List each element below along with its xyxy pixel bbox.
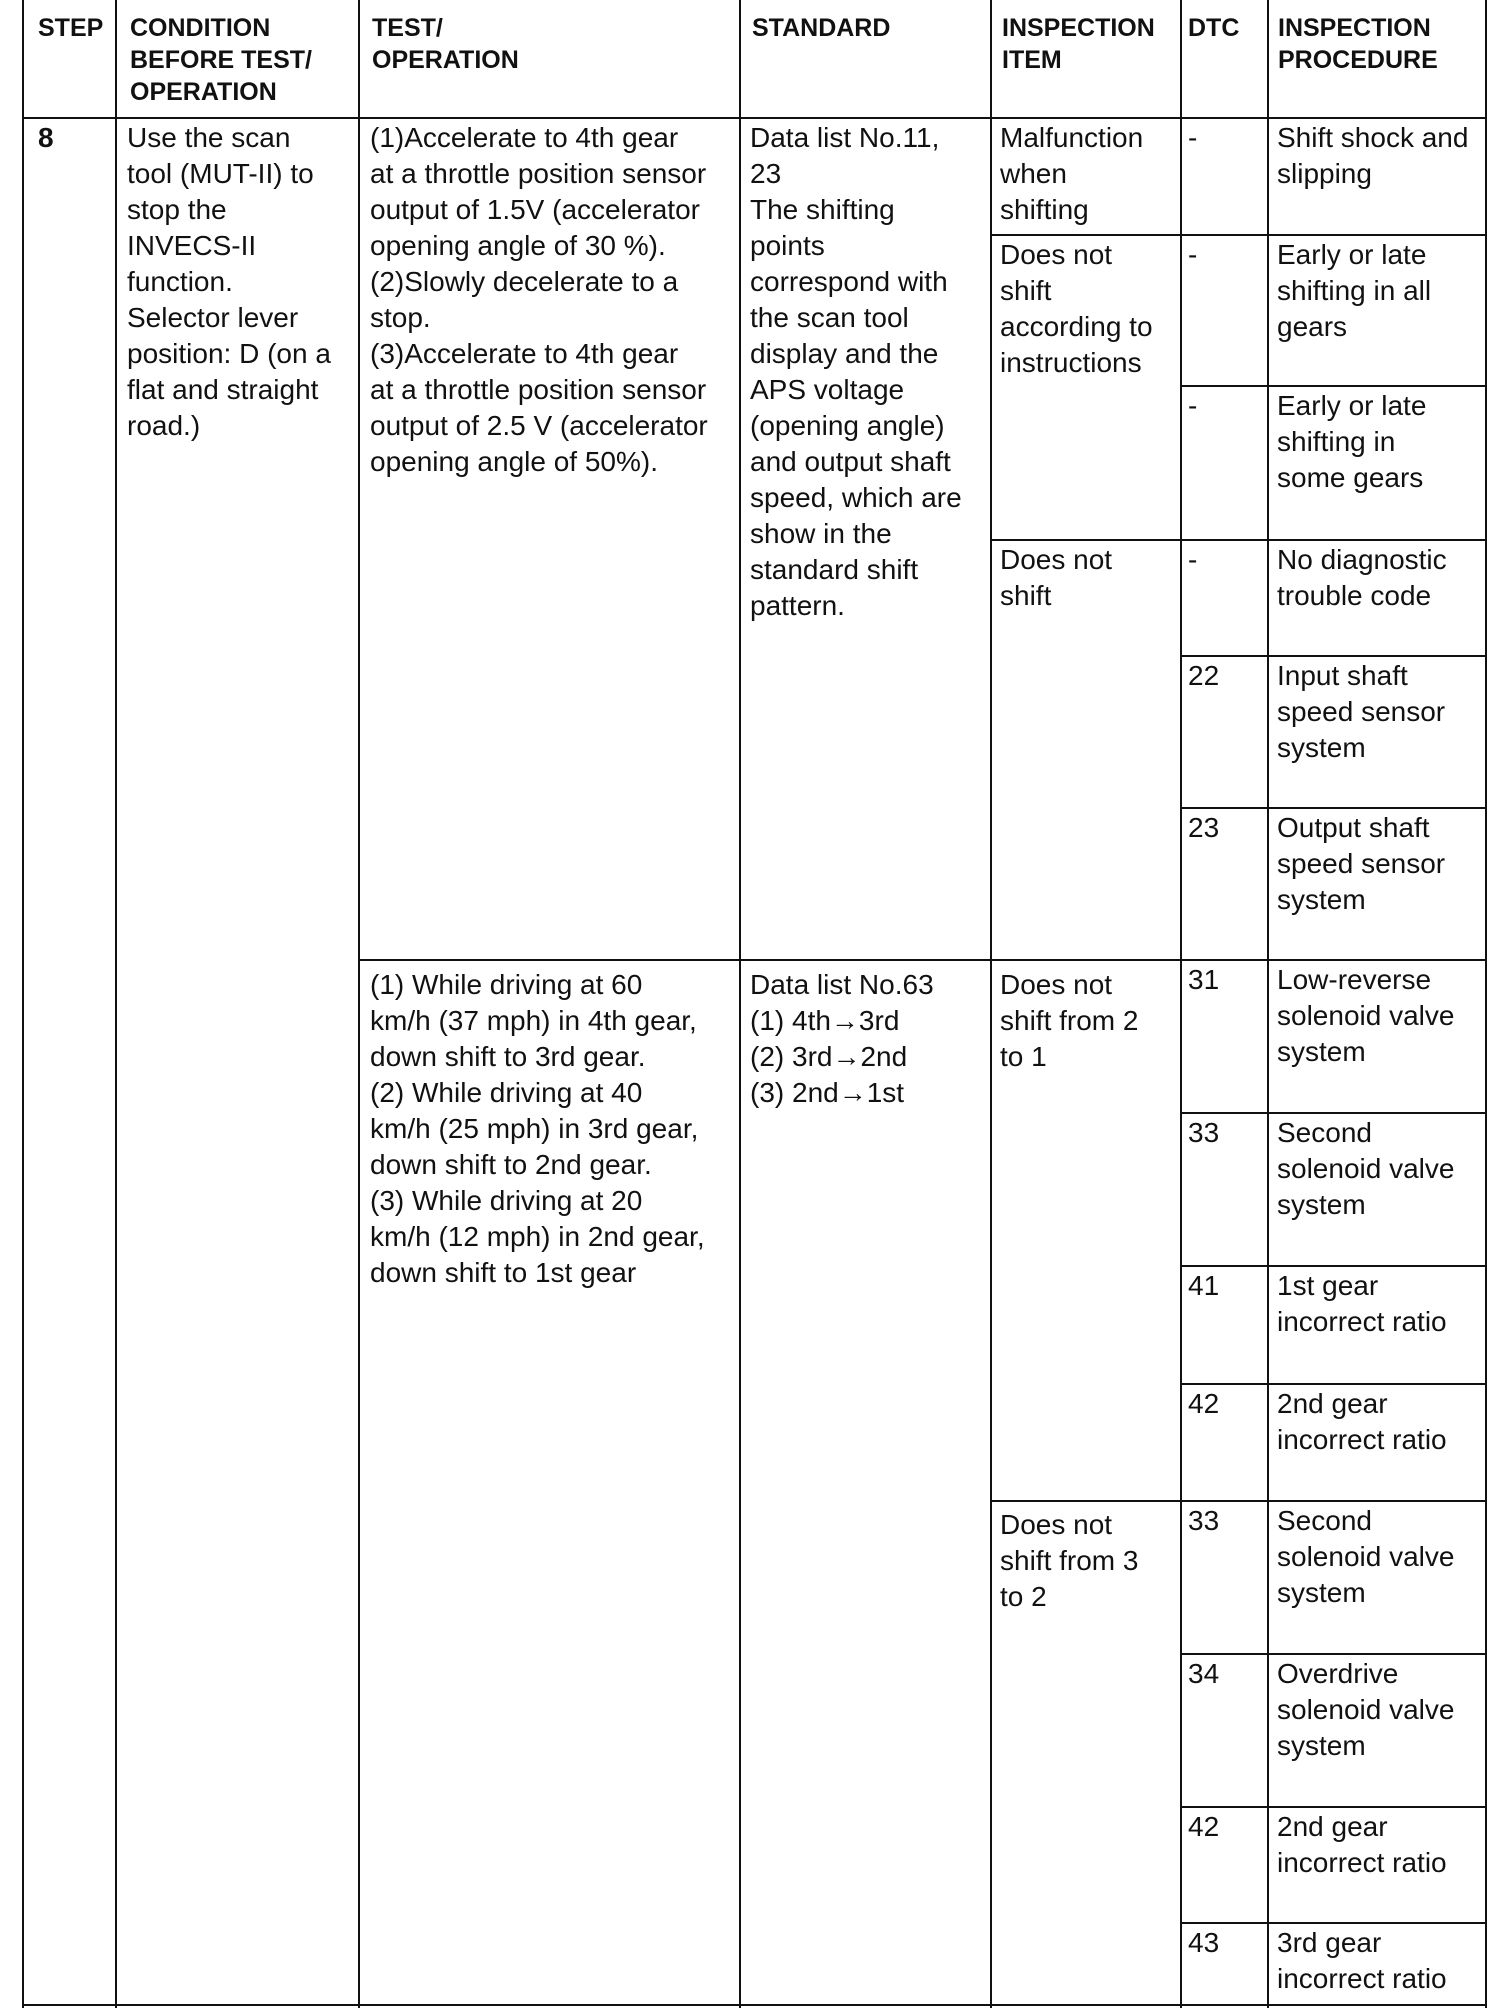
- procedure-text: Input shaft speed sensor system: [1277, 660, 1446, 763]
- dtc-code: 41: [1188, 1270, 1220, 1301]
- inspection-item: Does not shift according to instructions: [1000, 239, 1153, 378]
- dtc-code: 42: [1188, 1388, 1220, 1419]
- header-divider: [22, 117, 1487, 119]
- test-divider: [358, 959, 990, 961]
- procedure-text: 1st gear incorrect ratio: [1277, 1270, 1447, 1337]
- condition-text: Use the scan tool (MUT-II) to stop the INVECS-II function. Selector lever position: D (on a flat and straight road.): [127, 122, 331, 441]
- row-divider: [1180, 1112, 1487, 1114]
- procedure-text: Shift shock and slipping: [1277, 122, 1469, 189]
- header-test: TEST/ OPERATION: [372, 14, 519, 74]
- dtc-code: -: [1188, 544, 1198, 575]
- table-border-right: [1485, 0, 1487, 2008]
- inspection-item: Malfunction when shifting: [1000, 122, 1144, 225]
- inspection-item: Does not shift from 3 to 2: [1000, 1509, 1139, 1612]
- col-divider-dtc: [1267, 0, 1269, 2008]
- step-number: 8: [38, 122, 54, 153]
- procedure-text: 2nd gear incorrect ratio: [1277, 1811, 1447, 1878]
- inspection-item: Does not shift: [1000, 544, 1113, 611]
- procedure-text: Early or late shifting in all gears: [1277, 239, 1432, 342]
- dtc-code: 31: [1188, 964, 1220, 995]
- procedure-text: Second solenoid valve system: [1277, 1505, 1455, 1608]
- dtc-code: 33: [1188, 1505, 1220, 1536]
- item-divider-3: [990, 959, 1487, 961]
- item-divider-4: [990, 1500, 1487, 1502]
- dtc-code: 33: [1188, 1117, 1220, 1148]
- standard-2: Data list No.63 (1) 4th→3rd (2) 3rd→2nd (3) 2nd→1st: [750, 969, 934, 1108]
- header-inspection-item: INSPECTION ITEM: [1002, 14, 1155, 74]
- procedure-text: Overdrive solenoid valve system: [1277, 1658, 1455, 1761]
- table-border-bottom: [22, 2004, 1487, 2006]
- item-divider-2: [990, 539, 1487, 541]
- col-divider-test: [739, 0, 741, 2008]
- dtc-code: -: [1188, 239, 1198, 270]
- procedure-text: No diagnostic trouble code: [1277, 544, 1447, 611]
- row-divider: [1180, 655, 1487, 657]
- procedure-text: 2nd gear incorrect ratio: [1277, 1388, 1447, 1455]
- procedure-text: 3rd gear incorrect ratio: [1277, 1927, 1447, 1994]
- standard-1: Data list No.11, 23 The shifting points correspond with the scan tool display and the APS voltage (opening angle) and output shaft speed, which are show in the standard shift pattern.: [750, 122, 962, 621]
- header-standard: STANDARD: [752, 14, 891, 42]
- row-divider: [1180, 385, 1487, 387]
- test-operation-2: (1) While driving at 60 km/h (37 mph) in 4th gear, down shift to 3rd gear. (2) While driving at 40 km/h (25 mph) in 3rd gear, down shift to 2nd gear. (3) While driving at 20 km/h (12 mph) in 2nd gear, down shift to 1st gear: [370, 969, 705, 1288]
- dtc-code: 34: [1188, 1658, 1220, 1689]
- procedure-text: Second solenoid valve system: [1277, 1117, 1455, 1220]
- header-step: STEP: [38, 14, 104, 42]
- row-divider: [1180, 807, 1487, 809]
- col-divider-item: [1180, 0, 1182, 2008]
- dtc-code: 43: [1188, 1927, 1220, 1958]
- row-divider: [1180, 1383, 1487, 1385]
- header-dtc: DTC: [1188, 14, 1240, 42]
- row-divider: [1180, 1806, 1487, 1808]
- test-operation-1: (1)Accelerate to 4th gear at a throttle position sensor output of 1.5V (accelerator opening angle of 30 %). (2)Slowly decelerate to a stop. (3)Accelerate to 4th gear at a throttle position sensor output of 2.5 V (accelerator opening angle of 50%).: [370, 122, 708, 477]
- row-divider: [1180, 1922, 1487, 1924]
- table-border-left: [22, 0, 24, 2008]
- procedure-text: Early or late shifting in some gears: [1277, 390, 1427, 493]
- dtc-code: -: [1188, 390, 1198, 421]
- header-condition: CONDITION BEFORE TEST/ OPERATION: [130, 14, 312, 106]
- procedure-text: Low-reverse solenoid valve system: [1277, 964, 1455, 1067]
- procedure-text: Output shaft speed sensor system: [1277, 812, 1446, 915]
- row-divider: [1180, 1265, 1487, 1267]
- dtc-code: 23: [1188, 812, 1220, 843]
- col-divider-step: [115, 0, 117, 2008]
- item-divider-1: [990, 234, 1487, 236]
- inspection-item: Does not shift from 2 to 1: [1000, 969, 1139, 1072]
- col-divider-standard: [990, 0, 992, 2008]
- dtc-code: 22: [1188, 660, 1220, 691]
- header-inspection-procedure: INSPECTION PROCEDURE: [1278, 14, 1438, 74]
- dtc-code: 42: [1188, 1811, 1220, 1842]
- row-divider: [1180, 1653, 1487, 1655]
- col-divider-condition: [358, 0, 360, 2008]
- dtc-code: -: [1188, 122, 1198, 153]
